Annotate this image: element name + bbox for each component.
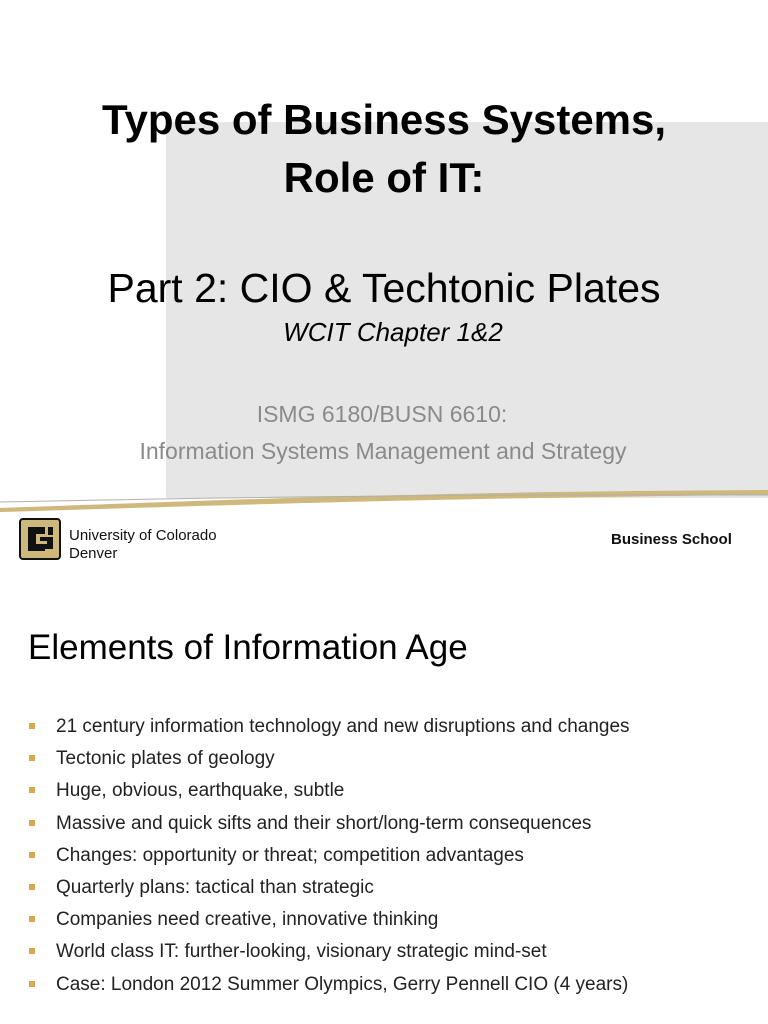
university-name: [69, 527, 217, 563]
bullet-text: Massive and quick sifts and their short/long-term consequences: [56, 812, 592, 834]
slide-title-line-1: Types of Business Systems,: [101, 96, 667, 143]
course-code: ISMG 6180/BUSN 6610:: [256, 401, 508, 427]
square-bullet-icon: [29, 981, 35, 987]
university-logo-icon: [19, 518, 61, 560]
bullet-item: [28, 776, 758, 808]
bullet-item: [28, 712, 758, 744]
university-name-line-2: Denver: [69, 545, 118, 562]
bullet-text: World class IT: further-looking, visionary strategic mind-set: [56, 941, 547, 963]
course-name: Information Systems Management and Strategy: [139, 438, 627, 464]
bullet-list: [28, 712, 758, 1002]
bullet-text: Huge, obvious, earthquake, subtle: [56, 780, 345, 802]
university-name-line-1: University of Colorado: [69, 527, 217, 544]
slide-subtitle: Part 2: CIO & Techtonic Plates: [107, 265, 661, 311]
bullet-text: Quarterly plans: tactical than strategic: [56, 876, 374, 898]
decorative-wave: [0, 486, 768, 516]
bullet-item: [28, 809, 758, 841]
bullet-text: Changes: opportunity or threat; competition advantages: [56, 844, 524, 866]
square-bullet-icon: [29, 820, 35, 826]
square-bullet-icon: [29, 852, 35, 858]
square-bullet-icon: [29, 755, 35, 761]
slide-title-line-2: Role of IT:: [283, 154, 485, 201]
bullet-text: 21 century information technology and new disruptions and changes: [56, 716, 630, 737]
square-bullet-icon: [29, 723, 35, 729]
bullet-item: [28, 744, 758, 776]
bullet-item: [28, 937, 758, 969]
square-bullet-icon: [29, 916, 35, 922]
square-bullet-icon: [29, 948, 35, 954]
chapter-reference: WCIT Chapter 1&2: [283, 317, 503, 347]
bullet-item: [28, 905, 758, 937]
bullet-text: Tectonic plates of geology: [56, 748, 275, 770]
business-school-label: Business School: [611, 531, 732, 548]
bullet-item: [28, 873, 758, 905]
bullet-item: [28, 841, 758, 873]
bullet-text: Case: London 2012 Summer Olympics, Gerry Pennell CIO (4 years): [56, 973, 629, 995]
bullet-text: Companies need creative, innovative thinking: [56, 909, 439, 931]
square-bullet-icon: [29, 884, 35, 890]
bullet-item: [28, 970, 758, 1002]
square-bullet-icon: [29, 787, 35, 793]
content-slide-title: Elements of Information Age: [28, 628, 468, 667]
content-slide: [0, 590, 768, 1024]
